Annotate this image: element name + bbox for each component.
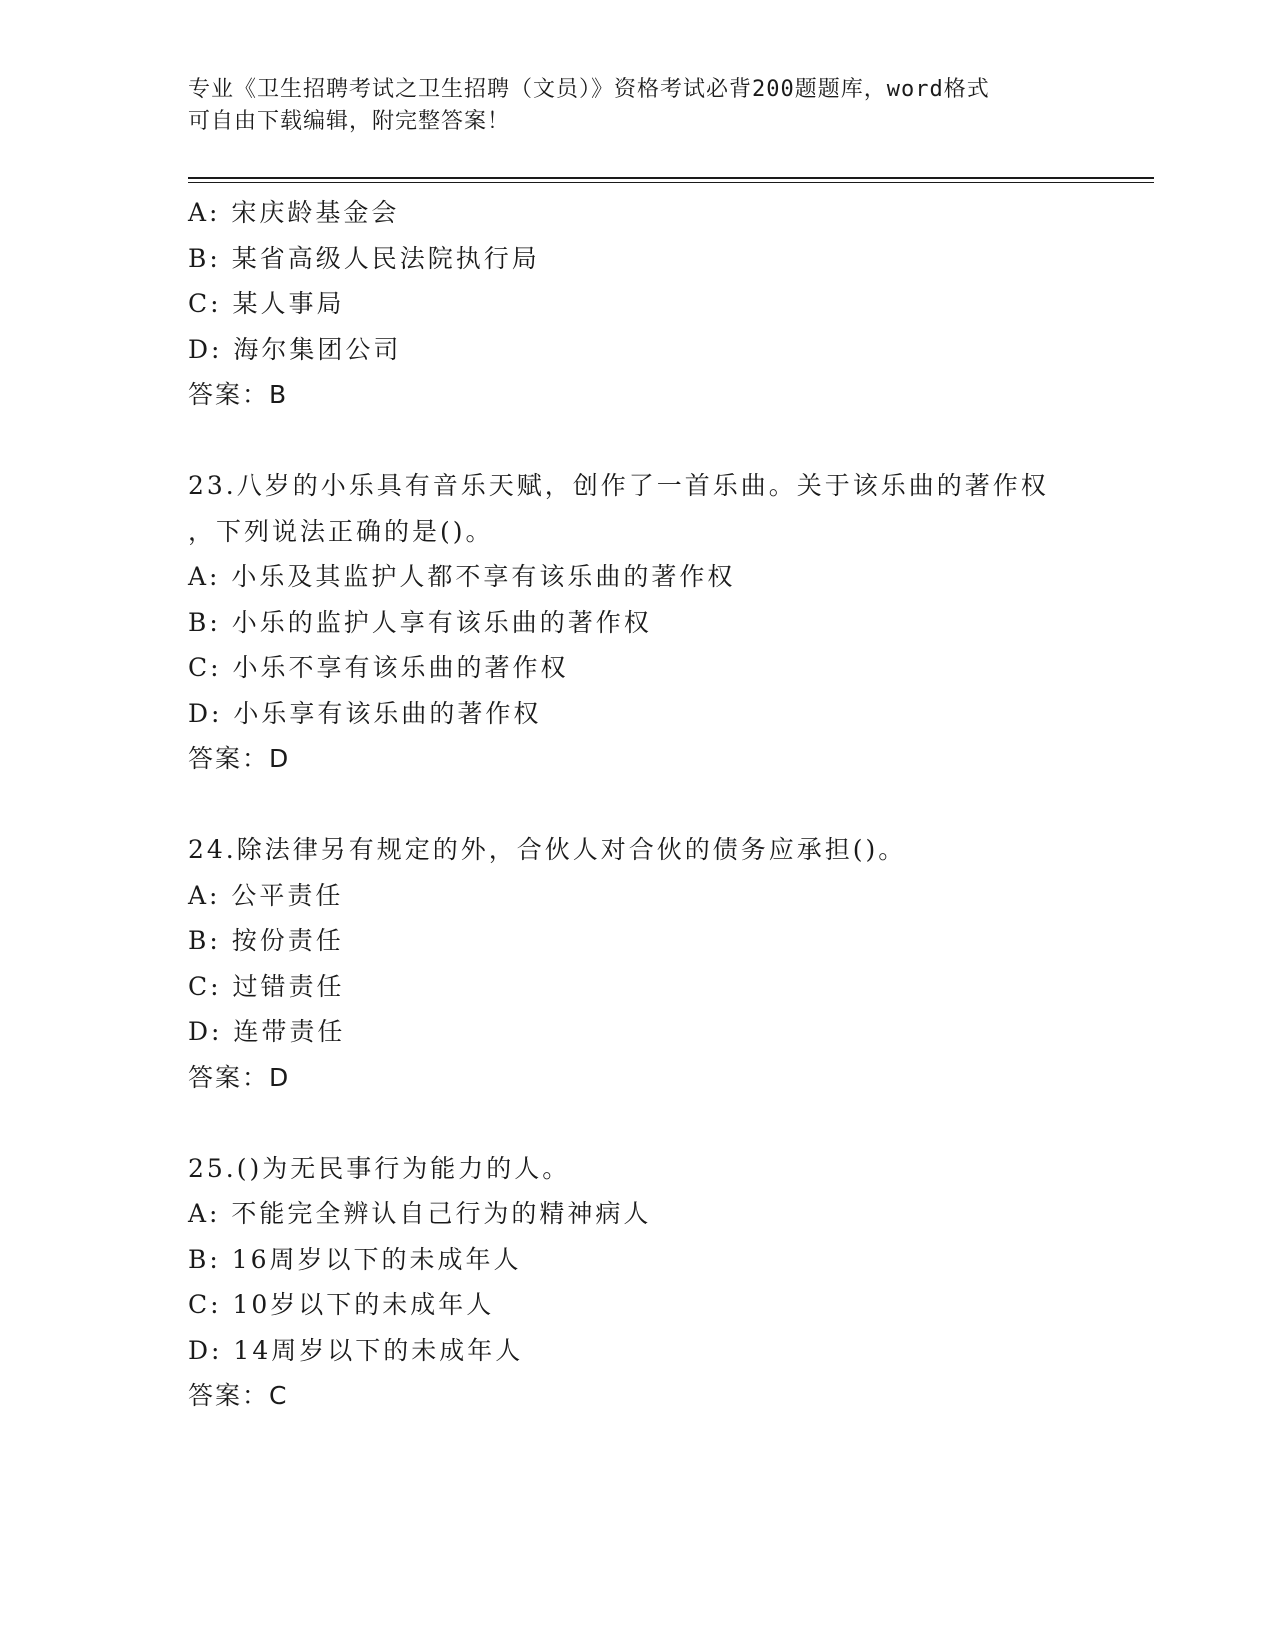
question-22-block [188, 190, 1088, 418]
option-d: D: 海尔集团公司 [188, 334, 402, 364]
option-c: C: 10岁以下的未成年人 [188, 1290, 495, 1319]
question-stem-continued: ，下列说法正确的是()。 [188, 516, 494, 546]
answer: 答案：D [188, 1062, 291, 1092]
question-list [188, 190, 1088, 1419]
spacer [188, 418, 1088, 464]
option-b: B: 小乐的监护人享有该乐曲的著作权 [188, 607, 652, 637]
option-a: A: 公平责任 [188, 880, 344, 910]
answer: 答案：C [188, 1381, 289, 1410]
header-rule-thin [188, 182, 1154, 183]
question-stem: 25.()为无民事行为能力的人。 [188, 1153, 571, 1183]
question-24-block [188, 827, 1088, 1100]
spacer [188, 1100, 1088, 1146]
option-a: A: 小乐及其监护人都不享有该乐曲的著作权 [188, 562, 736, 591]
question-stem: 23.八岁的小乐具有音乐天赋，创作了一首乐曲。关于该乐曲的著作权 [188, 471, 1049, 500]
header-rule-thick [188, 177, 1154, 179]
option-d: D: 14周岁以下的未成年人 [188, 1335, 524, 1365]
option-b: B: 16周岁以下的未成年人 [188, 1244, 522, 1274]
answer: 答案：D [188, 744, 291, 773]
option-c: C: 某人事局 [188, 289, 345, 318]
answer: 答案：B [188, 380, 289, 409]
option-a: A: 不能完全辨认自己行为的精神病人 [188, 1199, 652, 1228]
question-stem: 24.除法律另有规定的外，合伙人对合伙的债务应承担()。 [188, 835, 907, 864]
header-line-1: 专业《卫生招聘考试之卫生招聘（文员）》资格考试必背200题题库，word格式 [188, 77, 990, 102]
option-b: B: 按份责任 [188, 926, 344, 955]
option-d: D: 小乐享有该乐曲的著作权 [188, 698, 542, 728]
document-header [188, 74, 1088, 138]
option-a: A: 宋庆龄基金会 [188, 198, 400, 227]
spacer [188, 782, 1088, 828]
option-c: C: 小乐不享有该乐曲的著作权 [188, 653, 569, 682]
option-b: B: 某省高级人民法院执行局 [188, 243, 540, 273]
question-25-block [188, 1146, 1088, 1419]
question-23-block [188, 463, 1088, 782]
option-d: D: 连带责任 [188, 1017, 346, 1046]
header-line-2: 可自由下载编辑，附完整答案！ [188, 109, 511, 134]
option-c: C: 过错责任 [188, 971, 345, 1001]
